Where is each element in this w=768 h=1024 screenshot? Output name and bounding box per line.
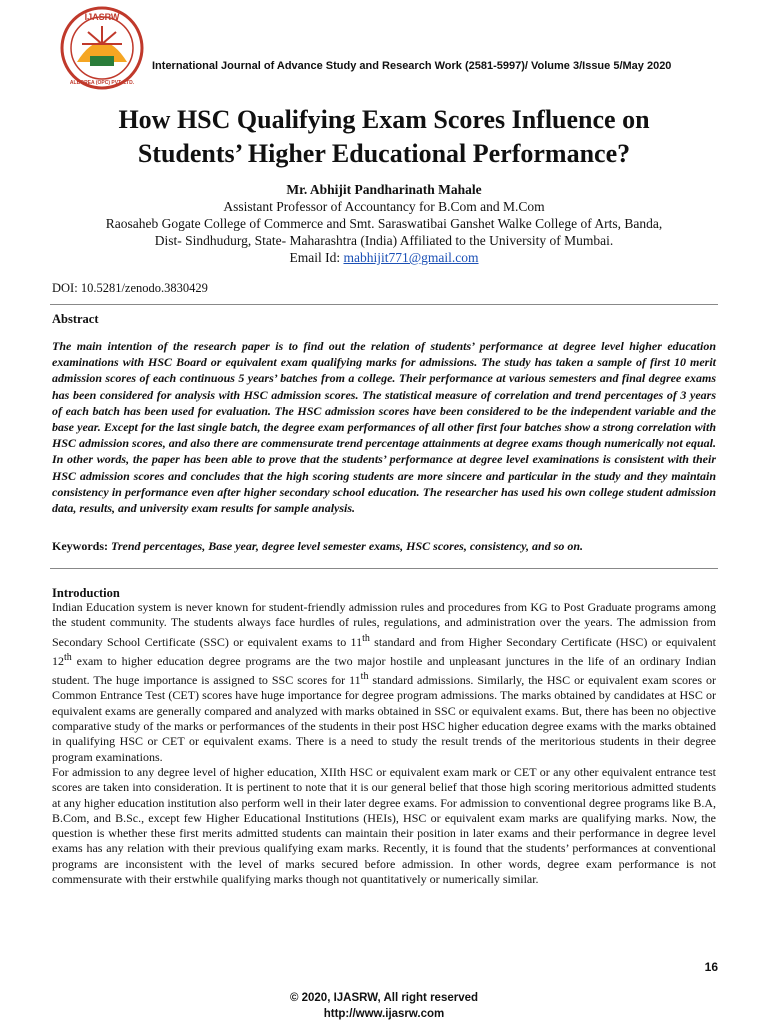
intro-paragraph-1: Indian Education system is never known for student-friendly admission rules and procedures from KG to Post Graduate programs among the student community. The students always face hurdles of rules, regulations, and administration over the years. The admission from Secondary School Certificate (SSC) or equivalent exams to 11th standard and from Higher Secondary Certificate (HSC) or equivalent 12th exam to higher education degree programs are the two major hostile and unpleasant junctures in the life of an ordinary Indian student. The huge importance is assigned to SSC scores for 11th standard admissions. Similarly, the HSC or equivalent exam scores or Common Entrance Test (CET) scores have huge importance for degree program admissions. The marks obtained by candidates at HSC or equivalent exams are generally compared and analyzed with marks obtained in SSC or equivalent exams. But, there has been no objective comparative study of the marks or performances of the students in their post HSC higher education degree exams with the marks obtained in qualifying HSC or CET or equivalent exams. There is a need to study the result trends of the meritorious students in their degree program examinations. xyxy=(52,600,716,764)
footer-copyright: © 2020, IJASRW, All right reserved xyxy=(289,992,479,1004)
journal-logo xyxy=(54,4,150,90)
abstract-heading: Abstract xyxy=(52,312,99,326)
abstract-body: The main intention of the research paper is to find out the relation of students’ performance at degree level higher education examinations with HSC Board or equivalent exam qualifying marks for admissions. The study has taken a sample of first 10 merit admission scores of each continuous 5 years’ batches from a college. Their performance at various semesters and final degree exams has been considered for analysis with HSC admission scores. The statistical measure of correlation and trend percentages of 3 years of each batch has been used for evaluation. The HSC admission scores have been considered to be the independent variable and the base year. Except for the last single batch, the degree exam performances of all other first four batches show a strong correlation with HSC admission scores, and also there are commensurate trend percentage attainments at degree exams though numerically not equal. In other words, the paper has been able to prove that the students’ performance at degree level examinations is consistent with their HSC admission scores and concludes that the high scoring students are more sincere and particular in the study and they maintain consistency in performance even after higher secondary school education. The researcher has used his own college student admission data, results, and university exam results for sample analysis. xyxy=(52,339,716,516)
title-line-1: How HSC Qualifying Exam Scores Influence on xyxy=(118,105,650,134)
author-affiliation-2: Dist- Sindhudurg, State- Maharashtra (India) Affiliated to the University of Mumbai. xyxy=(154,233,614,248)
svg-text:ALBOREA (OPC) PVT. LTD.: ALBOREA (OPC) PVT. LTD. xyxy=(69,80,135,86)
divider-bottom xyxy=(50,568,718,569)
paper-title xyxy=(40,103,728,171)
author-block xyxy=(40,181,728,266)
logo-seal-icon xyxy=(54,4,150,90)
email-label: Email Id: xyxy=(289,250,344,265)
introduction-heading: Introduction xyxy=(52,586,120,600)
author-position: Assistant Professor of Accountancy for B.Com and M.Com xyxy=(223,199,545,214)
email-link[interactable]: mabhijit771@gmail.com xyxy=(343,250,479,265)
doi: DOI: 10.5281/zenodo.3830429 xyxy=(52,281,208,295)
author-affiliation-1: Raosaheb Gogate College of Commerce and Smt. Saraswatibai Ganshet Walke College of Arts, Banda, xyxy=(105,216,663,231)
introduction-body xyxy=(52,600,716,887)
author-email-line xyxy=(40,249,728,266)
intro-paragraph-2: For admission to any degree level of higher education, XIIth HSC or equivalent exam mark or CET or any other equivalent entrance test scores are taken into consideration. It is pertinent to note that it is our general belief that those high scoring meritorious admitted students at any higher education institution also perform well in their later degree exams. For admission to conventional degree programs like B.A, B.Com, and B.Sc., except few Higher Educational Institutions (HEIs), HSC or equivalent exam marks are qualifying marks. Now, the question is whether these first merits admitted students can maintain their position in later exams and their performance in degree level exams has any relation with their previous qualifying exam marks. Recently, it is found that the students’ performances at conventional programs are inconsistent with the level of marks secured before admission. In other words, degree exam performance is not commensurate with their erstwhile qualifying marks though not quantitatively or numerically similar. xyxy=(52,764,716,887)
keywords xyxy=(52,539,716,554)
page-number: 16 xyxy=(704,960,718,974)
journal-header: International Journal of Advance Study and Research Work (2581-5997)/ Volume 3/Issue 5/May 2020 xyxy=(152,60,672,72)
keywords-value: Trend percentages, Base year, degree level semester exams, HSC scores, consistency, and so on. xyxy=(111,539,584,553)
title-line-2: Students’ Higher Educational Performance? xyxy=(137,139,631,168)
page-footer xyxy=(0,990,768,1022)
svg-text:IJASRW: IJASRW xyxy=(84,12,120,22)
author-name: Mr. Abhijit Pandharinath Mahale xyxy=(286,182,482,197)
keywords-label: Keywords: xyxy=(52,539,111,553)
footer-url[interactable]: http://www.ijasrw.com xyxy=(323,1008,445,1020)
divider-top xyxy=(50,304,718,305)
